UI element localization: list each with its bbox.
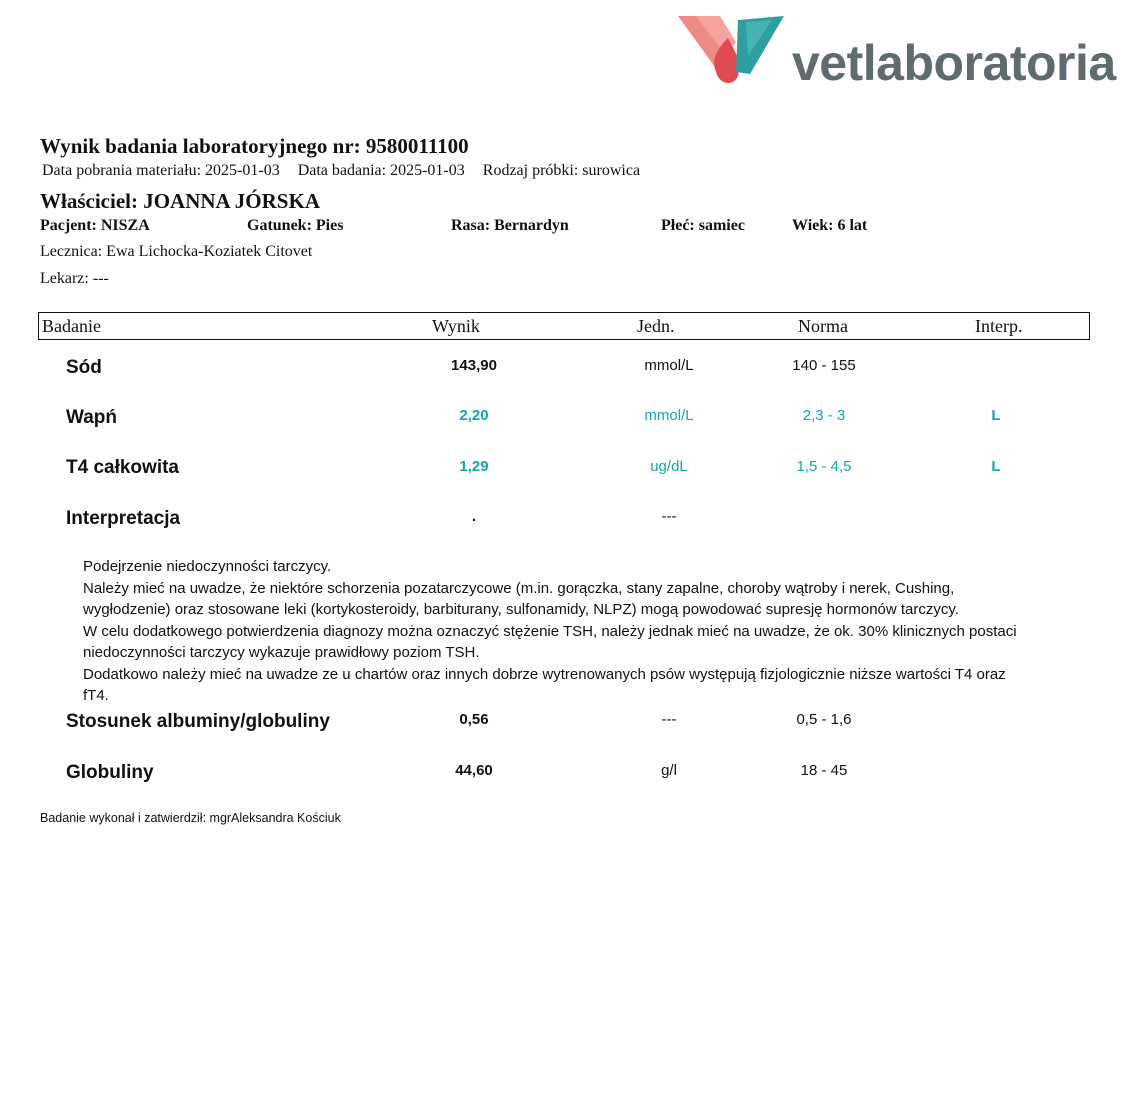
test-norm: 2,3 - 3 bbox=[802, 407, 846, 424]
header-norm: Norma bbox=[798, 316, 848, 336]
report-title: Wynik badania laboratoryjnego nr: 9580011100 bbox=[40, 134, 469, 158]
test-name: Interpretacja bbox=[66, 508, 181, 529]
test-name: Stosunek albuminy/globuliny bbox=[66, 711, 330, 732]
interpretation-line: niedoczynności tarczycy wykazuje prawidłowy poziom TSH. bbox=[83, 644, 480, 661]
signature-line: Badanie wykonał i zatwierdził: mgrAleksandra Kościuk bbox=[40, 811, 341, 825]
test-unit: ug/dL bbox=[650, 458, 688, 475]
interpretation-line: wygłodzenie) oraz stosowane leki (kortykosteroidy, barbiturany, sulfonamidy, NLPZ) mogą powodować supresję hormonów tarczycy. bbox=[83, 601, 959, 618]
sex: Płeć: samiec bbox=[661, 217, 745, 234]
test-norm: 140 - 155 bbox=[792, 357, 856, 374]
header-interp: Interp. bbox=[975, 316, 1023, 336]
breed: Rasa: Bernardyn bbox=[451, 217, 569, 234]
age: Wiek: 6 lat bbox=[792, 217, 868, 234]
header-test: Badanie bbox=[42, 316, 101, 336]
report-meta bbox=[42, 162, 654, 180]
vetlaboratoria-logo bbox=[676, 12, 1116, 98]
test-name: T4 całkowita bbox=[66, 457, 179, 478]
test-value: 1,29 bbox=[459, 458, 489, 475]
interpretation-line: W celu dodatkowego potwierdzenia diagnozy można oznaczyć stężenie TSH, należy jednak mieć na uwadze, że ok. 30% klinicznych postaci bbox=[83, 622, 1017, 640]
species: Gatunek: Pies bbox=[247, 217, 344, 234]
interpretation-line: fT4. bbox=[83, 687, 109, 704]
test-norm: 0,5 - 1,6 bbox=[796, 711, 852, 728]
test-name: Sód bbox=[66, 357, 102, 378]
test-name: Globuliny bbox=[66, 762, 154, 783]
logo-text: vetlaboratoria bbox=[792, 35, 1116, 91]
test-date: Data badania: 2025-01-03 bbox=[297, 162, 465, 179]
test-norm: 18 - 45 bbox=[800, 762, 848, 779]
doctor: Lekarz: --- bbox=[40, 270, 109, 287]
test-unit: g/l bbox=[661, 762, 677, 779]
sample-type: Rodzaj próbki: surowica bbox=[482, 162, 641, 179]
interpretation-text bbox=[83, 556, 1073, 707]
collection-date: Data pobrania materiału: 2025-01-03 bbox=[42, 162, 280, 179]
test-interp: L bbox=[991, 458, 1001, 475]
test-value: 44,60 bbox=[455, 762, 493, 779]
test-unit: mmol/L bbox=[644, 407, 694, 424]
test-value: . bbox=[471, 508, 477, 525]
test-unit: mmol/L bbox=[644, 357, 694, 374]
interpretation-line: Dodatkowo należy mieć na uwadze ze u chartów oraz innych dobrze wytrenowanych psów występują fizjologicznie niższe wartości T4 oraz bbox=[83, 665, 1006, 683]
interpretation-line: Podejrzenie niedoczynności tarczycy. bbox=[83, 558, 332, 575]
test-value: 143,90 bbox=[451, 357, 497, 374]
test-interp: L bbox=[991, 407, 1001, 424]
header-result: Wynik bbox=[432, 316, 480, 336]
test-name: Wapń bbox=[66, 407, 118, 428]
clinic: Lecznica: Ewa Lichocka-Koziatek Citovet bbox=[40, 243, 313, 260]
owner-name: Właściciel: JOANNA JÓRSKA bbox=[40, 189, 320, 213]
test-unit: --- bbox=[661, 711, 677, 728]
logo-mark-icon bbox=[676, 12, 788, 98]
interpretation-line: Należy mieć na uwadze, że niektóre schorzenia pozatarczycowe (m.in. gorączka, stany zapalne, choroby wątroby i nerek, Cushing, bbox=[83, 579, 955, 597]
patient-name: Pacjent: NISZA bbox=[40, 217, 150, 234]
test-unit: --- bbox=[661, 508, 677, 525]
results-table-header bbox=[38, 312, 1090, 340]
test-norm: 1,5 - 4,5 bbox=[796, 458, 852, 475]
test-value: 0,56 bbox=[459, 711, 489, 728]
header-unit: Jedn. bbox=[637, 316, 675, 336]
test-value: 2,20 bbox=[459, 407, 489, 424]
